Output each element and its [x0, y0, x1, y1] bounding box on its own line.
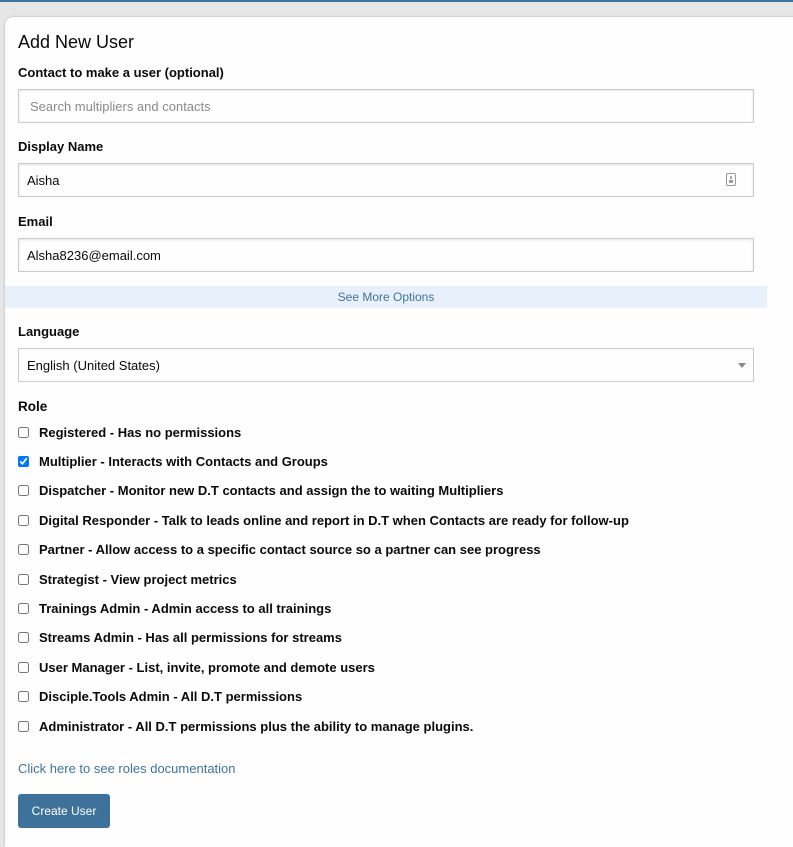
see-more-options-label: See More Options — [337, 290, 435, 304]
email-field[interactable] — [18, 238, 754, 272]
role-option-label: Digital Responder - Talk to leads online and report in D.T when Contacts are ready for follow-up — [39, 513, 629, 528]
role-option-label: Partner - Allow access to a specific contact source so a partner can see progress — [39, 542, 541, 557]
role-option-label: Trainings Admin - Admin access to all trainings — [39, 601, 332, 616]
role-option-multiplier[interactable] — [18, 454, 328, 469]
role-checkbox-strategist[interactable] — [18, 574, 29, 585]
role-checkbox-dispatcher[interactable] — [18, 485, 29, 496]
role-checkbox-multiplier[interactable] — [18, 456, 29, 467]
see-more-options-button[interactable] — [5, 286, 767, 308]
display-name-label: Display Name — [18, 139, 104, 154]
role-option-label: User Manager - List, invite, promote and demote users — [39, 660, 375, 675]
chevron-down-icon — [738, 363, 746, 368]
email-label: Email — [18, 214, 53, 229]
role-option-trainings-admin[interactable] — [18, 601, 331, 616]
role-option-label: Administrator - All D.T permissions plus the ability to manage plugins. — [39, 719, 474, 734]
role-option-dispatcher[interactable] — [18, 483, 503, 498]
create-user-button[interactable]: Create User — [18, 794, 110, 828]
role-checkbox-administrator[interactable] — [18, 721, 29, 732]
role-option-label: Disciple.Tools Admin - All D.T permissions — [39, 689, 303, 704]
role-checkbox-streams-admin[interactable] — [18, 632, 29, 643]
role-checkbox-registered[interactable] — [18, 427, 29, 438]
role-option-administrator[interactable] — [18, 719, 473, 734]
role-option-label: Strategist - View project metrics — [39, 572, 237, 587]
roles-documentation-link[interactable]: Click here to see roles documentation — [18, 761, 236, 776]
role-option-label: Registered - Has no permissions — [39, 425, 242, 440]
role-option-registered[interactable] — [18, 425, 241, 440]
language-label: Language — [18, 324, 80, 339]
contact-label: Contact to make a user (optional) — [18, 65, 224, 80]
role-option-label: Dispatcher - Monitor new D.T contacts and assign the to waiting Multipliers — [39, 483, 504, 498]
display-name-field[interactable] — [18, 163, 754, 197]
role-option-strategist[interactable] — [18, 572, 237, 587]
id-card-icon[interactable] — [726, 173, 736, 186]
role-option-user-manager[interactable] — [18, 660, 375, 675]
language-select[interactable] — [18, 348, 754, 382]
language-selected-value: English (United States) — [27, 357, 160, 373]
page-title: Add New User — [18, 32, 135, 52]
role-option-dt-admin[interactable] — [18, 689, 302, 704]
role-option-label: Multiplier - Interacts with Contacts and Groups — [39, 454, 328, 469]
role-checkbox-user-manager[interactable] — [18, 662, 29, 673]
role-checkbox-trainings-admin[interactable] — [18, 603, 29, 614]
contact-search-input[interactable] — [18, 89, 754, 123]
role-checkbox-dt-admin[interactable] — [18, 691, 29, 702]
role-option-digital-responder[interactable] — [18, 513, 629, 528]
role-option-partner[interactable] — [18, 542, 541, 557]
role-option-label: Streams Admin - Has all permissions for streams — [39, 630, 342, 645]
role-checkbox-partner[interactable] — [18, 544, 29, 555]
role-label: Role — [18, 399, 48, 414]
role-checkbox-digital-responder[interactable] — [18, 515, 29, 526]
role-option-streams-admin[interactable] — [18, 630, 342, 645]
top-accent-bar — [0, 0, 793, 2]
